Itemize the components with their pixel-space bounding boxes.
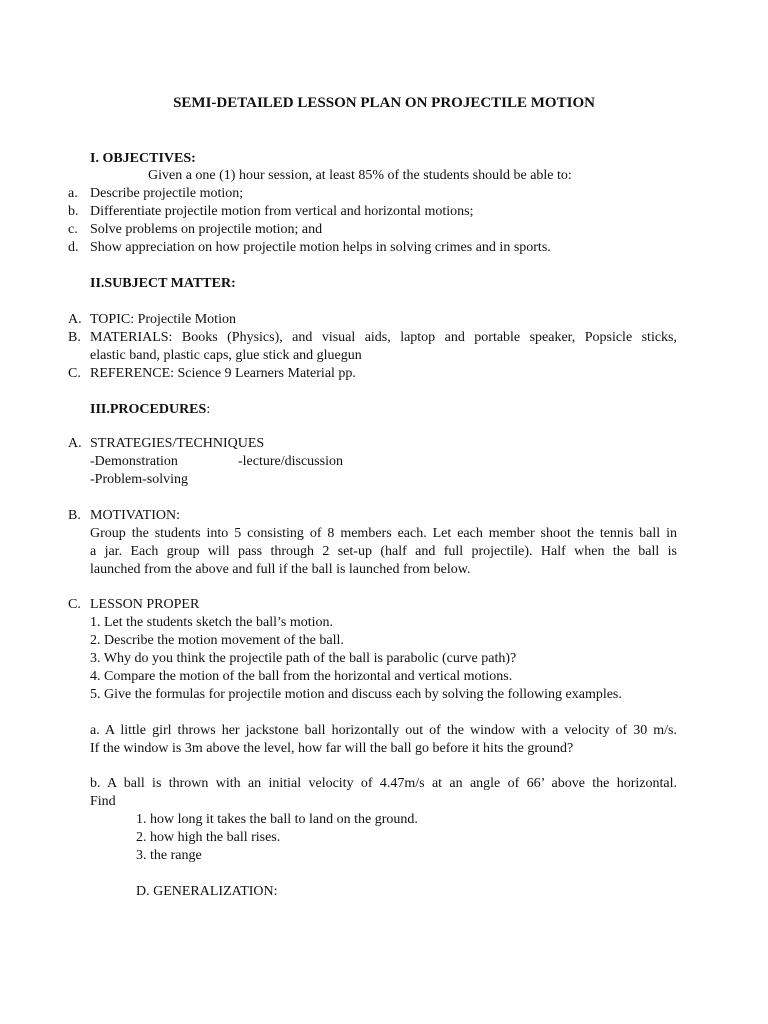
- find-item-3: 3. the range: [136, 848, 202, 863]
- objective-item-b: Differentiate projectile motion from vertical and horizontal motions;: [90, 204, 474, 219]
- motivation-text-line1: Group the students into 5 consisting of 8 members each. Let each member shoot the tennis ball in: [90, 526, 677, 541]
- topic-text: TOPIC: Projectile Motion: [90, 312, 236, 327]
- page-title: SEMI-DETAILED LESSON PLAN ON PROJECTILE MOTION: [173, 95, 595, 111]
- motivation-text-line3: launched from the above and full if the ball is launched from below.: [90, 562, 471, 577]
- lesson-item-4: 4. Compare the motion of the ball from the horizontal and vertical motions.: [90, 669, 513, 684]
- procedures-heading-text: III.PROCEDURES: [90, 402, 207, 417]
- objectives-intro: Given a one (1) hour session, at least 85% of the students should be able to:: [148, 168, 572, 183]
- lesson-item-1: 1. Let the students sketch the ball’s motion.: [90, 615, 334, 630]
- topic-marker: A.: [68, 312, 82, 327]
- subject-matter-heading: II.SUBJECT MATTER:: [90, 276, 236, 291]
- strategy-problem-solving: -Problem-solving: [90, 472, 188, 487]
- strategies-marker: A.: [68, 436, 82, 451]
- objective-marker-b: b.: [68, 204, 79, 219]
- example-b-line1: b. A ball is thrown with an initial velocity of 4.47m/s at an angle of 66’ above the horizontal.: [90, 776, 677, 791]
- procedures-heading-colon: :: [206, 402, 211, 417]
- lesson-item-5: 5. Give the formulas for projectile motion and discuss each by solving the following examples.: [90, 687, 622, 702]
- reference-marker: C.: [68, 366, 81, 381]
- materials-marker: B.: [68, 330, 81, 345]
- example-b-line2: Find: [90, 794, 116, 809]
- lesson-item-2: 2. Describe the motion movement of the ball.: [90, 633, 344, 648]
- objective-marker-a: a.: [68, 186, 78, 201]
- strategy-demonstration: -Demonstration: [90, 454, 178, 469]
- materials-text-line2: elastic band, plastic caps, glue stick and gluegun: [90, 348, 362, 363]
- objective-marker-d: d.: [68, 240, 79, 255]
- objective-item-c: Solve problems on projectile motion; and: [90, 222, 323, 237]
- find-item-1: 1. how long it takes the ball to land on the ground.: [136, 812, 418, 827]
- example-a-line2: If the window is 3m above the level, how far will the ball go before it hits the ground?: [90, 741, 574, 756]
- objective-item-a: Describe projectile motion;: [90, 186, 244, 201]
- motivation-text-line2: a jar. Each group will pass through 2 set-up (half and full projectile). Half when the ball is: [90, 544, 677, 559]
- lesson-marker: C.: [68, 597, 81, 612]
- motivation-marker: B.: [68, 508, 81, 523]
- lesson-title: LESSON PROPER: [90, 597, 200, 612]
- strategy-lecture: -lecture/discussion: [238, 454, 343, 469]
- find-item-2: 2. how high the ball rises.: [136, 830, 281, 845]
- procedures-heading: [90, 401, 210, 419]
- generalization-heading: D. GENERALIZATION:: [136, 884, 278, 899]
- reference-text: REFERENCE: Science 9 Learners Material pp.: [90, 366, 356, 381]
- objective-item-d: Show appreciation on how projectile motion helps in solving crimes and in sports.: [90, 240, 551, 255]
- example-a-line1: a. A little girl throws her jackstone ball horizontally out of the window with a velocity of 30 m/s.: [90, 723, 677, 738]
- objective-marker-c: c.: [68, 222, 78, 237]
- materials-text-line1: MATERIALS: Books (Physics), and visual aids, laptop and portable speaker, Popsicle sticks,: [90, 330, 677, 345]
- objectives-heading: I. OBJECTIVES:: [90, 151, 196, 166]
- lesson-item-3: 3. Why do you think the projectile path of the ball is parabolic (curve path)?: [90, 651, 517, 666]
- strategies-title: STRATEGIES/TECHNIQUES: [90, 436, 265, 451]
- motivation-title: MOTIVATION:: [90, 508, 180, 523]
